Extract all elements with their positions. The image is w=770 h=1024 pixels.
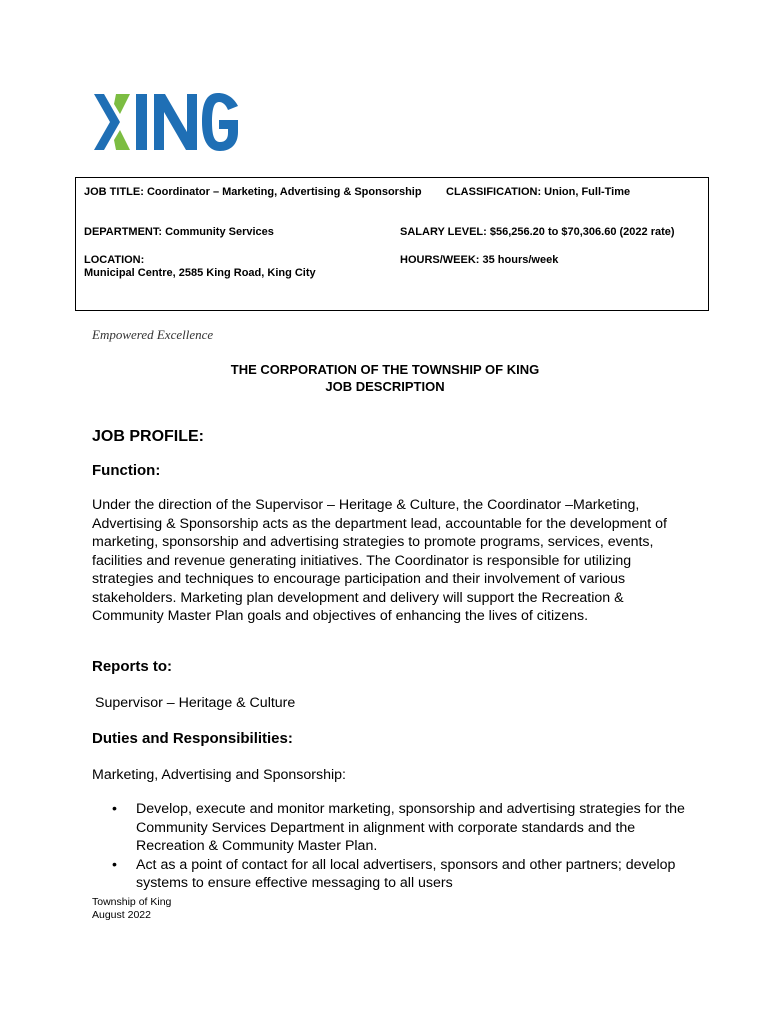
job-info-box [75, 177, 709, 311]
duties-list [92, 800, 692, 893]
location-label: LOCATION: [84, 254, 145, 266]
department: DEPARTMENT: Community Services [84, 226, 274, 238]
classification: CLASSIFICATION: Union, Full-Time [446, 186, 631, 198]
job-profile-heading: JOB PROFILE: [92, 428, 205, 445]
page-footer [92, 896, 171, 922]
function-heading: Function: [92, 462, 161, 479]
document-title-line-1: THE CORPORATION OF THE TOWNSHIP OF KING [230, 362, 540, 377]
duties-subheading: Marketing, Advertising and Sponsorship: [92, 767, 346, 783]
reports-to-value: Supervisor – Heritage & Culture [95, 695, 296, 711]
document-title [0, 361, 770, 395]
duties-heading: Duties and Responsibilities: [92, 730, 293, 747]
tagline: Empowered Excellence [92, 327, 214, 342]
footer-date: August 2022 [92, 909, 151, 921]
list-item [92, 800, 692, 856]
bullet-icon: • [112, 856, 117, 873]
bullet-icon: • [112, 801, 117, 817]
salary-level: SALARY LEVEL: $56,256.20 to $70,306.60 (2022 rate) [400, 226, 675, 238]
list-item-text: Develop, execute and monitor marketing, sponsorship and advertising strategies for the Community Services Department in alignment with corporate standards and the Recreation & Community Master Plan. [136, 801, 685, 854]
king-logo-k-mark [90, 94, 134, 150]
location-value: Municipal Centre, 2585 King Road, King City [84, 267, 316, 279]
hours-week: HOURS/WEEK: 35 hours/week [400, 254, 559, 266]
reports-to-heading: Reports to: [92, 658, 172, 675]
list-item [92, 856, 692, 893]
king-logo-wordmark [134, 92, 240, 152]
footer-organization: Township of King [92, 896, 172, 908]
document-title-line-2: JOB DESCRIPTION [325, 379, 445, 394]
list-item-text: Act as a point of contact for all local advertisers, sponsors and other partners; develop systems to ensure effective messaging to all users [136, 856, 676, 891]
job-title: JOB TITLE: Coordinator – Marketing, Advertising & Sponsorship [84, 186, 422, 198]
function-body: Under the direction of the Supervisor – Heritage & Culture, the Coordinator –Marketing, Advertising & Sponsorship acts as the department lead, accountable for the development of marketing, sponsorship and advertising strategies to promote programs, services, events, facilities and revenue generating initiatives. The Coordinator is responsible for utilizing strategies and techniques to encourage participation and their involvement of various stakeholders. Marketing plan development and delivery will support the Recreation & Community Master Plan goals and objectives of enhancing the lives of citizens. [92, 497, 667, 624]
king-logo [90, 92, 240, 152]
